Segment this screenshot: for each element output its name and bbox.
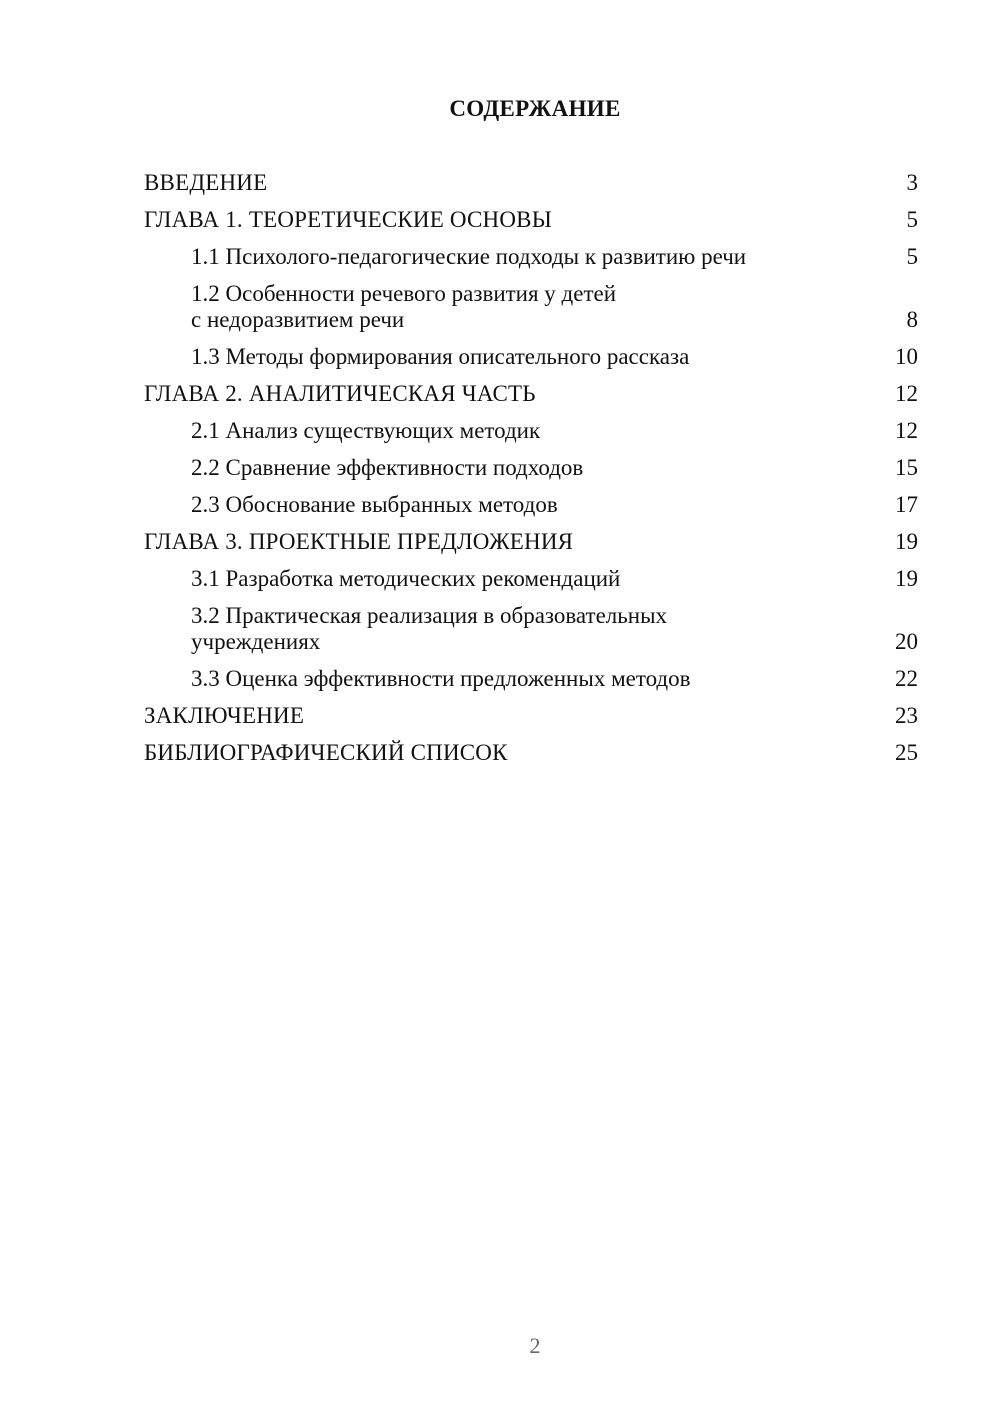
toc-entry-section-1-2[interactable] [144,281,920,333]
toc-entry-label: 1.2 Особенности речевого развития у детей с недоразвитием речи [191,281,617,332]
toc-entry-label: 3.1 Разработка методических рекомендаций [191,566,621,591]
toc-entry-page: 23 [895,703,918,728]
toc-entry-label: 2.3 Обоснование выбранных методов [191,492,558,517]
toc-entry-label: БИБЛИОГРАФИЧЕСКИЙ СПИСОК [144,740,508,765]
toc-entry-page: 5 [906,244,918,269]
toc-entry-page: 3 [906,170,918,195]
toc-entry-page: 12 [895,381,918,406]
toc-title: СОДЕРЖАНИЕ [449,96,621,121]
toc-entry-label: 2.1 Анализ существующих методик [191,418,541,443]
toc-entry-section-2-3[interactable] [144,492,920,518]
toc-entry-page: 25 [895,740,918,765]
toc-entry-introduction[interactable] [144,170,920,196]
toc-entry-label: 3.2 Практическая реализация в образовательных учреждениях [191,603,668,654]
toc-entry-page: 20 [895,629,918,654]
toc-entry-section-3-2[interactable] [144,603,920,655]
toc-entry-page: 15 [895,455,918,480]
toc-entry-section-2-1[interactable] [144,418,920,444]
toc-entry-section-1-3[interactable] [144,344,920,370]
toc-entry-chapter-1[interactable] [144,207,920,233]
toc-entry-section-2-2[interactable] [144,455,920,481]
toc-entry-label: 1.1 Психолого-педагогические подходы к развитию речи [191,244,747,269]
toc-entry-bibliography[interactable] [144,740,920,766]
toc-entry-label: 3.3 Оценка эффективности предложенных методов [191,666,691,691]
toc-entry-label: ГЛАВА 3. ПРОЕКТНЫЕ ПРЕДЛОЖЕНИЯ [144,529,574,554]
toc-entry-label: ЗАКЛЮЧЕНИЕ [144,703,305,728]
toc-entry-chapter-3[interactable] [144,529,920,555]
page-number: 2 [529,1333,541,1358]
table-of-contents [144,170,920,777]
toc-entry-page: 10 [895,344,918,369]
toc-entry-page: 12 [895,418,918,443]
toc-entry-label: 1.3 Методы формирования описательного рассказа [191,344,690,369]
toc-entry-label: ВВЕДЕНИЕ [144,170,268,195]
toc-entry-page: 19 [895,529,918,554]
toc-entry-label: ГЛАВА 1. ТЕОРЕТИЧЕСКИЕ ОСНОВЫ [144,207,552,232]
toc-entry-page: 19 [895,566,918,591]
toc-entry-page: 8 [906,307,918,332]
toc-entry-label: ГЛАВА 2. АНАЛИТИЧЕСКАЯ ЧАСТЬ [144,381,536,406]
toc-entry-section-3-1[interactable] [144,566,920,592]
toc-entry-chapter-2[interactable] [144,381,920,407]
toc-entry-page: 22 [895,666,918,691]
toc-entry-conclusion[interactable] [144,703,920,729]
toc-entry-section-1-1[interactable] [144,244,920,270]
toc-entry-section-3-3[interactable] [144,666,920,692]
toc-entry-label: 2.2 Сравнение эффективности подходов [191,455,584,480]
toc-entry-page: 5 [906,207,918,232]
toc-entry-page: 17 [895,492,918,517]
